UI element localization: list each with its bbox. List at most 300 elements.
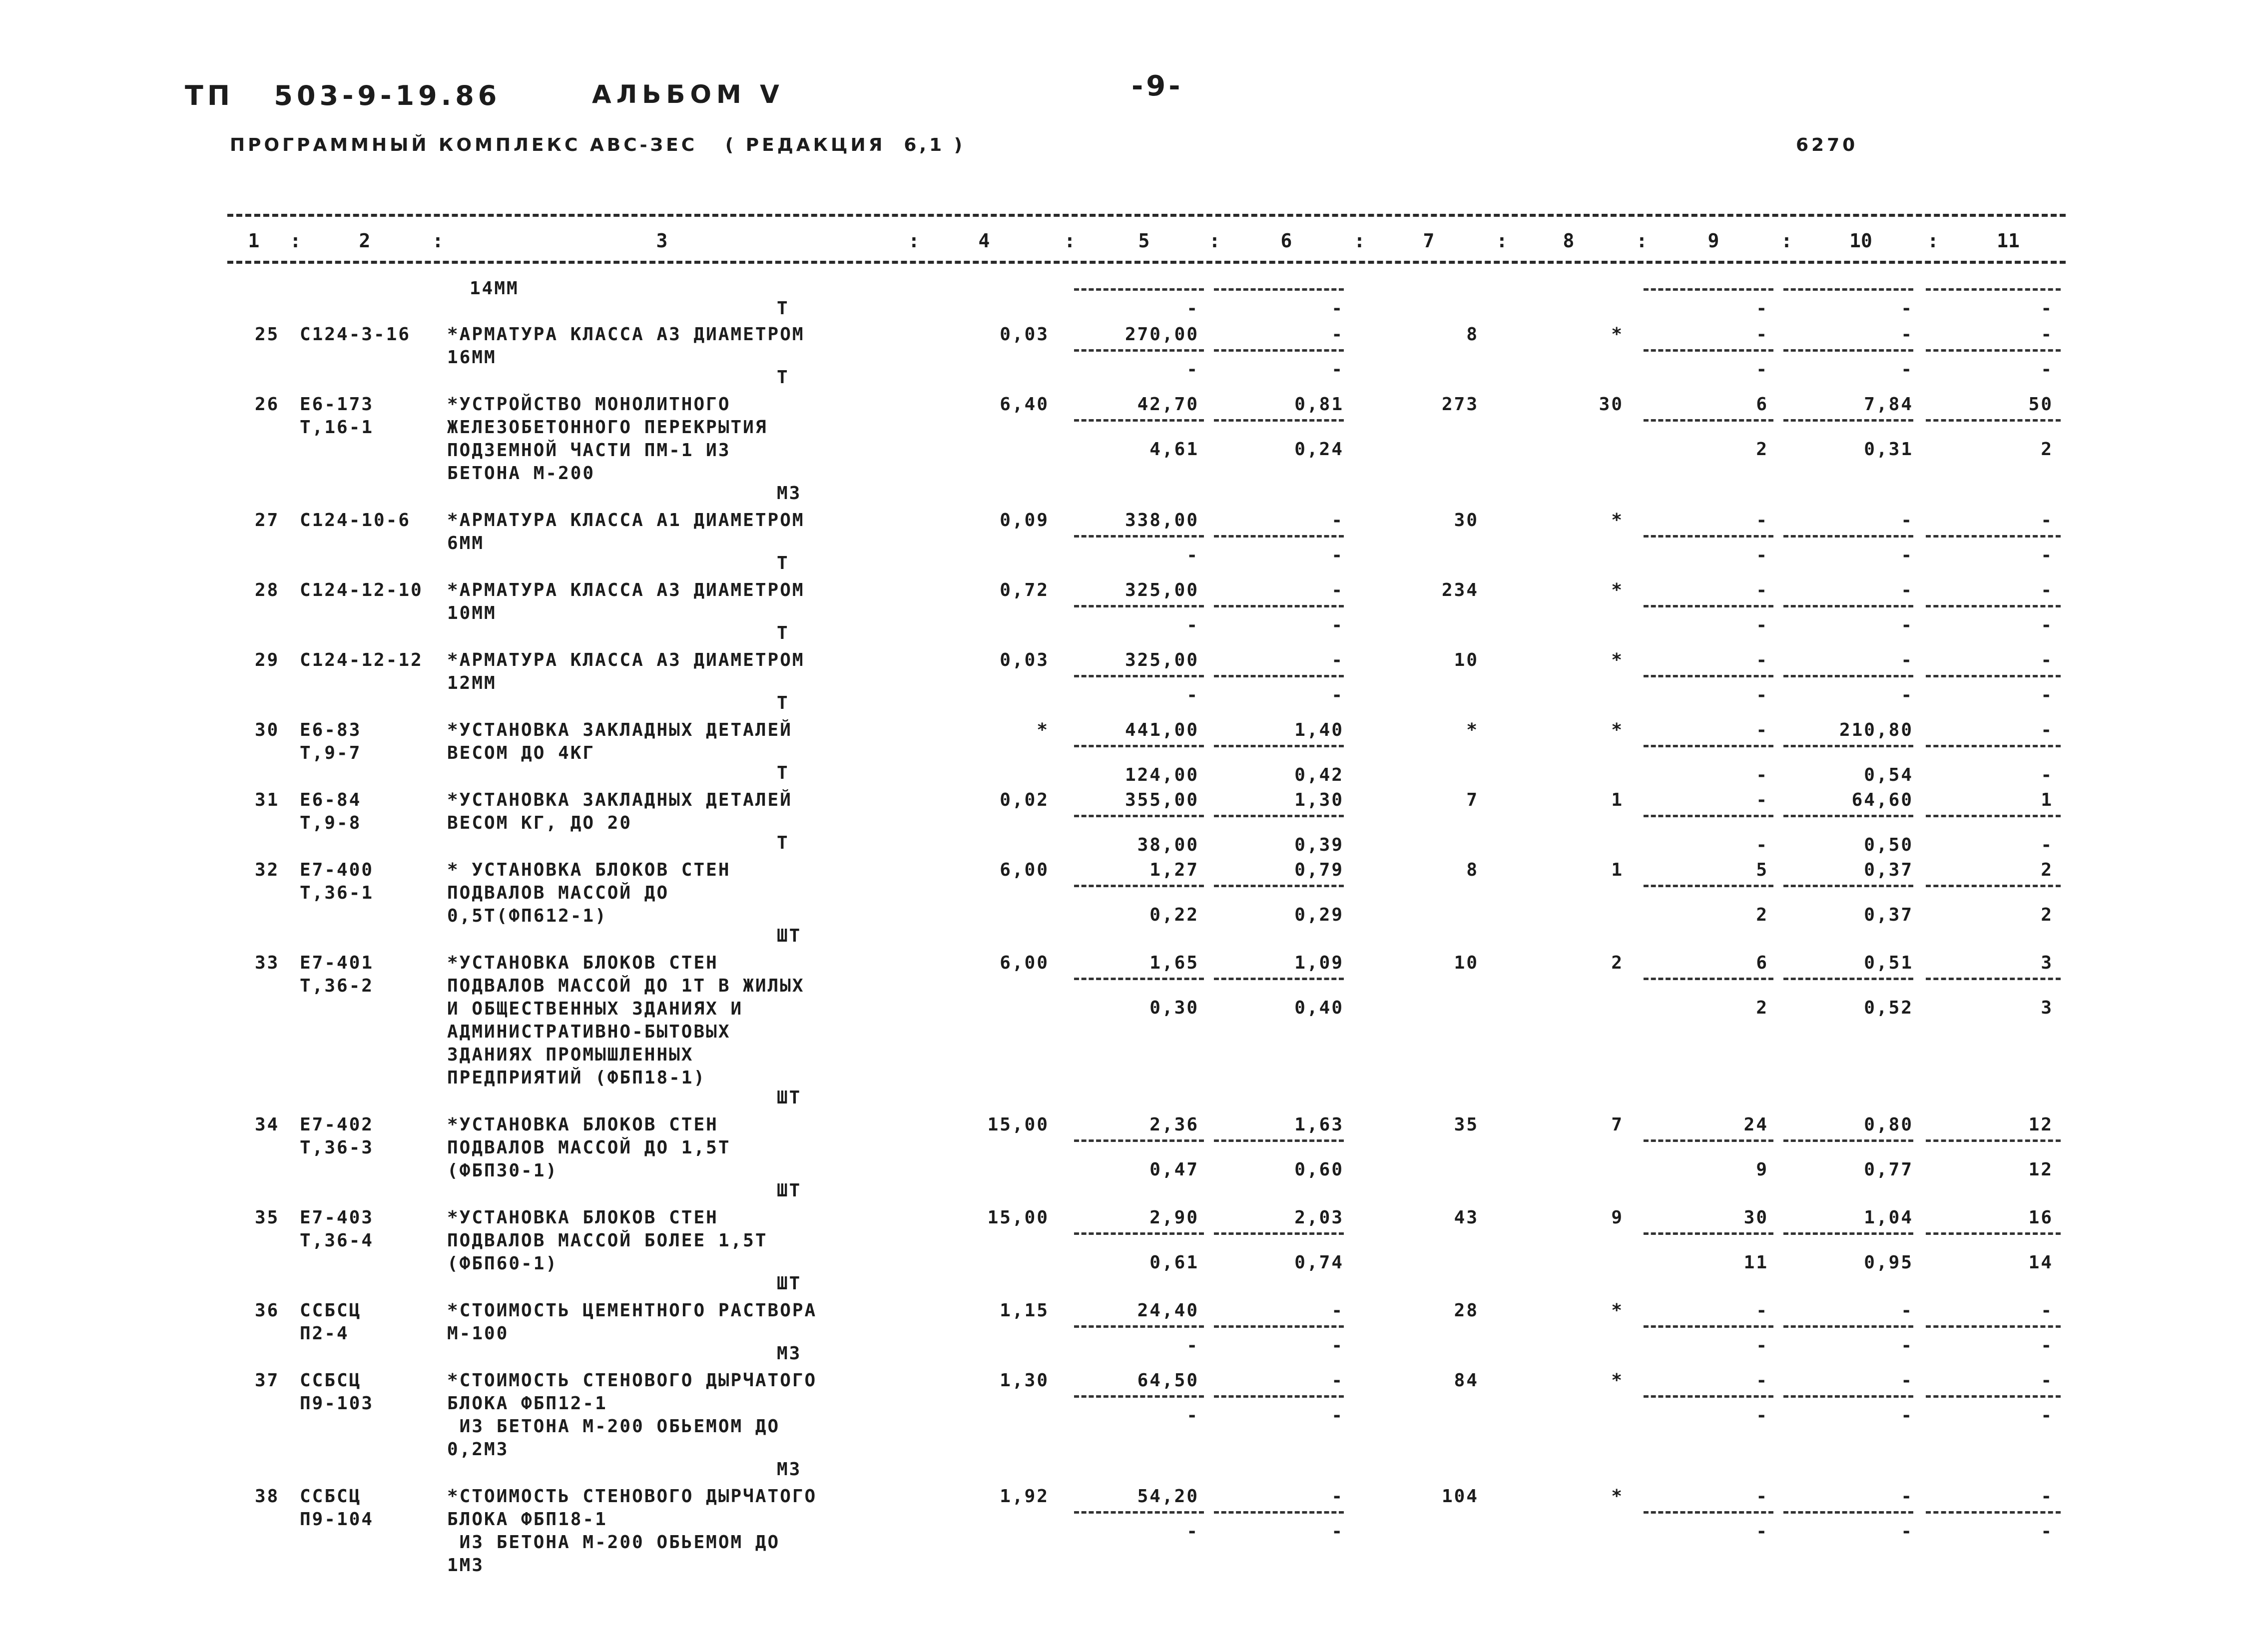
cell-c5-upper: 42,70 xyxy=(1137,394,1199,415)
cell-c5-upper: 24,40 xyxy=(1137,1300,1199,1321)
cell-c6-lower: - xyxy=(1331,1335,1344,1356)
cell-c8-upper: * xyxy=(1611,324,1624,345)
cell-divider xyxy=(1926,675,2061,677)
row-name-line: *АРМАТУРА КЛАССА АЗ ДИАМЕТРОМ xyxy=(447,650,805,670)
row-name-line: 0,2МЗ xyxy=(447,1439,509,1460)
row-name-line: И ОБЩЕСТВЕННЫХ ЗДАНИЯХ И xyxy=(447,999,743,1019)
cell-c6-upper: 1,63 xyxy=(1294,1114,1344,1135)
cell-divider xyxy=(1214,675,1344,677)
cell-divider xyxy=(1074,1325,1204,1328)
cell-c11-lower: 2 xyxy=(2041,439,2053,460)
cell-divider xyxy=(1926,349,2061,352)
cell-divider xyxy=(1926,885,2061,887)
row-name-line: ПОДЗЕМНОЙ ЧАСТИ ПМ-1 ИЗ xyxy=(447,440,731,461)
cell-c11-lower: - xyxy=(2041,685,2053,705)
cell-divider xyxy=(1644,1325,1773,1328)
cell-divider xyxy=(1783,1395,1913,1398)
cell-divider xyxy=(1644,815,1773,817)
cell-c9-lower: 11 xyxy=(1743,1252,1768,1273)
cell-c6-lower: 0,40 xyxy=(1294,998,1344,1018)
row-code: Е6-84 xyxy=(300,790,362,810)
cell-c9-lower: - xyxy=(1756,1405,1768,1426)
cell-c5-upper: 441,00 xyxy=(1124,720,1199,740)
cell-c10-lower: 0,95 xyxy=(1864,1252,1913,1273)
cell-c8-upper: * xyxy=(1611,580,1624,600)
cell-c4-upper: 6,40 xyxy=(1000,394,1049,415)
row-name-line: (ФБП30-1) xyxy=(447,1160,559,1181)
cell-c6-upper: 1,09 xyxy=(1294,953,1344,973)
cell-divider xyxy=(1644,288,1773,291)
cell-c8-upper: 1 xyxy=(1611,790,1624,810)
row-name-line: *УСТАНОВКА ЗАКЛАДНЫХ ДЕТАЛЕЙ xyxy=(447,720,792,740)
cell-c9-upper: 24 xyxy=(1743,1114,1768,1135)
cell-c10-lower: - xyxy=(1901,685,1913,705)
row-name-line: ПРЕДПРИЯТИЙ (ФБП18-1) xyxy=(447,1068,706,1088)
cell-divider xyxy=(1074,288,1204,291)
cell-divider xyxy=(1926,535,2061,538)
row-number: 35 xyxy=(255,1207,280,1228)
cell-divider xyxy=(1926,1325,2061,1328)
row-name-line: *СТОИМОСТЬ ЦЕМЕНТНОГО РАСТВОРА xyxy=(447,1300,817,1321)
col-separator: : xyxy=(1496,230,1508,252)
cell-divider xyxy=(1926,1232,2061,1235)
cell-c5-upper: 1,65 xyxy=(1149,953,1199,973)
cell-c9-upper: - xyxy=(1756,720,1768,740)
cell-c5-lower: 38,00 xyxy=(1137,835,1199,855)
row-unit: Т xyxy=(777,553,789,573)
cell-c6-lower: - xyxy=(1331,359,1344,380)
cell-c9-upper: - xyxy=(1756,1370,1768,1391)
row-code: Т,36-3 xyxy=(300,1137,374,1158)
cell-c6-upper: 1,30 xyxy=(1294,790,1344,810)
row-number: 32 xyxy=(255,860,280,880)
cell-c10-upper: - xyxy=(1901,1370,1913,1391)
cell-c7-upper: 35 xyxy=(1454,1114,1479,1135)
cell-c7-upper: 8 xyxy=(1466,324,1479,345)
cell-c6-lower: - xyxy=(1331,545,1344,565)
cell-c11-upper: 2 xyxy=(2041,860,2053,880)
cell-c7-upper: 43 xyxy=(1454,1207,1479,1228)
cell-c8-upper: 30 xyxy=(1599,394,1624,415)
col-separator: : xyxy=(290,230,301,252)
row-number: 38 xyxy=(255,1486,280,1507)
cell-c11-upper: - xyxy=(2041,1486,2053,1507)
cell-c11-upper: 3 xyxy=(2041,953,2053,973)
col-separator: : xyxy=(1781,230,1792,252)
cell-c10-upper: 0,37 xyxy=(1864,860,1913,880)
cell-c11-upper: - xyxy=(2041,324,2053,345)
row-name-line: *АРМАТУРА КЛАССА АЗ ДИАМЕТРОМ xyxy=(447,580,805,600)
cell-c7-upper: 28 xyxy=(1454,1300,1479,1321)
row-code: П9-103 xyxy=(300,1393,374,1414)
cell-c6-upper: 2,03 xyxy=(1294,1207,1344,1228)
cell-c10-lower: - xyxy=(1901,615,1913,635)
row-name-line: ПОДВАЛОВ МАССОЙ ДО 1Т В ЖИЛЫХ xyxy=(447,976,805,996)
cell-divider xyxy=(1074,675,1204,677)
cell-c4-upper: 1,30 xyxy=(1000,1370,1049,1391)
cell-c7-upper: 10 xyxy=(1454,953,1479,973)
cell-divider xyxy=(1644,535,1773,538)
cell-divider xyxy=(1783,885,1913,887)
cell-c10-upper: 64,60 xyxy=(1851,790,1913,810)
cell-divider xyxy=(1926,815,2061,817)
row-number: 26 xyxy=(255,394,280,415)
cell-c8-upper: * xyxy=(1611,1370,1624,1391)
cell-c4-upper: 15,00 xyxy=(987,1114,1049,1135)
cell-c11-upper: 16 xyxy=(2028,1207,2053,1228)
row-name-line: (ФБП60-1) xyxy=(447,1253,559,1274)
cell-divider xyxy=(1214,288,1344,291)
cell-c8-upper: 2 xyxy=(1611,953,1624,973)
row-unit: ШТ xyxy=(777,1273,802,1294)
cell-divider xyxy=(1783,349,1913,352)
cell-c6-upper: - xyxy=(1331,1300,1344,1321)
cell-c8-upper: * xyxy=(1611,1486,1624,1507)
cell-divider xyxy=(1214,605,1344,607)
cell-c11-upper: - xyxy=(2041,1370,2053,1391)
col-separator: : xyxy=(1636,230,1648,252)
col-header-4: 4 xyxy=(978,230,990,252)
row-name-line: ПОДВАЛОВ МАССОЙ БОЛЕЕ 1,5Т xyxy=(447,1230,768,1251)
row-name-line: *АРМАТУРА КЛАССА АЗ ДИАМЕТРОМ xyxy=(447,324,805,345)
row-number: 25 xyxy=(255,324,280,345)
row-unit: МЗ xyxy=(777,1343,802,1364)
col-header-6: 6 xyxy=(1280,230,1292,252)
col-separator: : xyxy=(1209,230,1220,252)
carry-c9-lower: - xyxy=(1756,298,1768,319)
cell-c10-lower: 0,37 xyxy=(1864,905,1913,925)
cell-c4-upper: 0,03 xyxy=(1000,324,1049,345)
cell-c9-lower: 2 xyxy=(1756,439,1768,460)
cell-c9-lower: 9 xyxy=(1756,1159,1768,1180)
cell-divider xyxy=(1783,419,1913,422)
cell-divider xyxy=(1214,1139,1344,1142)
cell-c11-upper: - xyxy=(2041,580,2053,600)
carry-unit: Т xyxy=(777,298,789,319)
cell-c8-upper: * xyxy=(1611,510,1624,531)
program-title: ПРОГРАММНЫЙ КОМПЛЕКС АВС-ЗЕС ( РЕДАКЦИЯ 6,1 ) xyxy=(230,135,966,155)
cell-c5-upper: 325,00 xyxy=(1124,650,1199,670)
cell-c7-upper: 8 xyxy=(1466,860,1479,880)
cell-c5-upper: 2,90 xyxy=(1149,1207,1199,1228)
col-header-1: 1 xyxy=(248,230,260,252)
cell-c11-upper: - xyxy=(2041,1300,2053,1321)
row-name-line: БЛОКА ФБП12-1 xyxy=(447,1393,607,1414)
cell-c5-upper: 54,20 xyxy=(1137,1486,1199,1507)
cell-c8-upper: 7 xyxy=(1611,1114,1624,1135)
cell-c4-upper: 0,09 xyxy=(1000,510,1049,531)
row-name-line: 10ММ xyxy=(447,603,497,623)
row-code: Е7-402 xyxy=(300,1114,374,1135)
table-top-rule xyxy=(227,214,2066,217)
cell-c8-upper: 1 xyxy=(1611,860,1624,880)
cell-c6-lower: 0,74 xyxy=(1294,1252,1344,1273)
cell-divider xyxy=(1214,419,1344,422)
cell-c4-upper: 1,92 xyxy=(1000,1486,1049,1507)
cell-c10-upper: - xyxy=(1901,510,1913,531)
row-name-line: 0,5Т(ФП612-1) xyxy=(447,906,607,926)
cell-divider xyxy=(1644,1139,1773,1142)
cell-c10-lower: 0,31 xyxy=(1864,439,1913,460)
carry-c6-lower: - xyxy=(1331,298,1344,319)
cell-divider xyxy=(1644,675,1773,677)
page-number: -9- xyxy=(1131,70,1183,102)
cell-c10-lower: 0,52 xyxy=(1864,998,1913,1018)
col-header-2: 2 xyxy=(359,230,371,252)
cell-c6-upper: - xyxy=(1331,580,1344,600)
cell-c6-lower: - xyxy=(1331,685,1344,705)
cell-c9-upper: 30 xyxy=(1743,1207,1768,1228)
cell-c10-lower: 0,77 xyxy=(1864,1159,1913,1180)
row-number: 29 xyxy=(255,650,280,670)
cell-c8-upper: * xyxy=(1611,650,1624,670)
cell-divider xyxy=(1926,1511,2061,1514)
cell-c7-upper: 10 xyxy=(1454,650,1479,670)
col-separator: : xyxy=(908,230,920,252)
cell-c11-lower: 14 xyxy=(2028,1252,2053,1273)
row-number: 34 xyxy=(255,1114,280,1135)
row-name-line: ЗДАНИЯХ ПРОМЫШЛЕННЫХ xyxy=(447,1045,694,1065)
row-number: 36 xyxy=(255,1300,280,1321)
cell-divider xyxy=(1783,535,1913,538)
row-unit: ШТ xyxy=(777,1180,802,1201)
row-code: Т,16-1 xyxy=(300,417,374,438)
row-number: 31 xyxy=(255,790,280,810)
row-name-line: 6ММ xyxy=(447,533,485,553)
cell-c11-lower: - xyxy=(2041,1335,2053,1356)
cell-c6-upper: - xyxy=(1331,1370,1344,1391)
row-name-line: ПОДВАЛОВ МАССОЙ ДО 1,5Т xyxy=(447,1137,731,1158)
cell-c9-lower: - xyxy=(1756,359,1768,380)
cell-c10-lower: - xyxy=(1901,1405,1913,1426)
cell-c7-upper: * xyxy=(1466,720,1479,740)
cell-c9-upper: 6 xyxy=(1756,953,1768,973)
cell-divider xyxy=(1644,605,1773,607)
row-name-line: 16ММ xyxy=(447,347,497,368)
cell-divider xyxy=(1783,815,1913,817)
cell-c6-upper: 1,40 xyxy=(1294,720,1344,740)
row-unit: Т xyxy=(777,833,789,853)
cell-c9-upper: 5 xyxy=(1756,860,1768,880)
sheet-code: 6270 xyxy=(1796,135,1858,155)
cell-c10-upper: 1,04 xyxy=(1864,1207,1913,1228)
carry-c11-lower: - xyxy=(2041,298,2053,319)
cell-c9-upper: - xyxy=(1756,580,1768,600)
cell-c5-lower: 4,61 xyxy=(1149,439,1199,460)
row-name-line: ВЕСОМ КГ, ДО 20 xyxy=(447,813,632,833)
cell-divider xyxy=(1074,1395,1204,1398)
cell-c5-lower: - xyxy=(1186,685,1199,705)
row-name-line: ЖЕЛЕЗОБЕТОННОГО ПЕРЕКРЫТИЯ xyxy=(447,417,768,438)
cell-c10-upper: - xyxy=(1901,650,1913,670)
cell-divider xyxy=(1783,978,1913,980)
col-header-7: 7 xyxy=(1423,230,1435,252)
row-name-line: ПОДВАЛОВ МАССОЙ ДО xyxy=(447,883,669,903)
cell-c5-lower: - xyxy=(1186,615,1199,635)
cell-divider xyxy=(1926,419,2061,422)
cell-divider xyxy=(1644,885,1773,887)
cell-c4-upper: 6,00 xyxy=(1000,953,1049,973)
cell-divider xyxy=(1074,605,1204,607)
col-header-3: 3 xyxy=(656,230,668,252)
cell-c4-upper: * xyxy=(1037,720,1049,740)
cell-divider xyxy=(1926,288,2061,291)
table-header-rule xyxy=(227,261,2066,264)
cell-c6-upper: 0,79 xyxy=(1294,860,1344,880)
row-code: Е6-83 xyxy=(300,720,362,740)
cell-divider xyxy=(1074,885,1204,887)
cell-c10-upper: - xyxy=(1901,580,1913,600)
cell-divider xyxy=(1214,535,1344,538)
cell-divider xyxy=(1644,1232,1773,1235)
cell-divider xyxy=(1783,1511,1913,1514)
row-name-line: ВЕСОМ ДО 4КГ xyxy=(447,743,595,763)
row-name-line: ИЗ БЕТОНА М-200 ОБЬЕМОМ ДО xyxy=(447,1416,780,1437)
cell-c9-lower: - xyxy=(1756,1521,1768,1542)
cell-divider xyxy=(1926,1139,2061,1142)
cell-divider xyxy=(1074,745,1204,747)
cell-c5-lower: 124,00 xyxy=(1124,765,1199,785)
cell-divider xyxy=(1644,978,1773,980)
cell-divider xyxy=(1644,1395,1773,1398)
cell-c11-lower: - xyxy=(2041,545,2053,565)
row-name-line: БЕТОНА М-200 xyxy=(447,463,595,484)
row-code: Е7-401 xyxy=(300,953,374,973)
carry-c10-lower: - xyxy=(1901,298,1913,319)
row-code: Т,9-8 xyxy=(300,813,362,833)
cell-c11-upper: 12 xyxy=(2028,1114,2053,1135)
cell-c10-lower: - xyxy=(1901,359,1913,380)
row-code: Т,36-2 xyxy=(300,976,374,996)
cell-divider xyxy=(1214,1325,1344,1328)
cell-c9-lower: 2 xyxy=(1756,905,1768,925)
col-separator: : xyxy=(1354,230,1365,252)
cell-c4-upper: 0,03 xyxy=(1000,650,1049,670)
cell-c5-upper: 1,27 xyxy=(1149,860,1199,880)
cell-divider xyxy=(1074,815,1204,817)
cell-c7-upper: 234 xyxy=(1441,580,1479,600)
row-code: Т,9-7 xyxy=(300,743,362,763)
row-unit: Т xyxy=(777,693,789,713)
cell-c11-upper: 1 xyxy=(2041,790,2053,810)
cell-c9-lower: 2 xyxy=(1756,998,1768,1018)
row-name-line: *АРМАТУРА КЛАССА А1 ДИАМЕТРОМ xyxy=(447,510,805,531)
cell-c11-lower: - xyxy=(2041,359,2053,380)
row-name-line: БЛОКА ФБП18-1 xyxy=(447,1509,607,1530)
row-number: 27 xyxy=(255,510,280,531)
cell-c4-upper: 0,02 xyxy=(1000,790,1049,810)
cell-c6-lower: - xyxy=(1331,615,1344,635)
cell-c6-lower: 0,24 xyxy=(1294,439,1344,460)
cell-c9-upper: - xyxy=(1756,324,1768,345)
cell-divider xyxy=(1926,605,2061,607)
cell-c6-lower: 0,42 xyxy=(1294,765,1344,785)
cell-c4-upper: 1,15 xyxy=(1000,1300,1049,1321)
row-unit: Т xyxy=(777,623,789,643)
cell-c10-lower: 0,50 xyxy=(1864,835,1913,855)
cell-c9-upper: - xyxy=(1756,650,1768,670)
cell-c5-lower: 0,22 xyxy=(1149,905,1199,925)
row-name-line: *УСТРОЙСТВО МОНОЛИТНОГО xyxy=(447,394,731,415)
cell-c5-lower: 0,47 xyxy=(1149,1159,1199,1180)
col-header-9: 9 xyxy=(1707,230,1719,252)
row-name-line: М-100 xyxy=(447,1323,509,1344)
cell-divider xyxy=(1074,419,1204,422)
cell-c9-upper: - xyxy=(1756,790,1768,810)
carry-c5-lower: - xyxy=(1186,298,1199,319)
cell-c5-lower: 0,61 xyxy=(1149,1252,1199,1273)
cell-c11-upper: - xyxy=(2041,720,2053,740)
row-unit: Т xyxy=(777,763,789,783)
cell-c5-lower: - xyxy=(1186,359,1199,380)
cell-divider xyxy=(1644,1511,1773,1514)
cell-divider xyxy=(1214,1232,1344,1235)
cell-c8-upper: * xyxy=(1611,1300,1624,1321)
cell-c9-lower: - xyxy=(1756,835,1768,855)
cell-divider xyxy=(1074,535,1204,538)
cell-c6-lower: - xyxy=(1331,1405,1344,1426)
cell-divider xyxy=(1783,1325,1913,1328)
row-code: ССБСЦ xyxy=(300,1486,362,1507)
cell-c7-upper: 84 xyxy=(1454,1370,1479,1391)
row-unit: МЗ xyxy=(777,1459,802,1480)
cell-c7-upper: 30 xyxy=(1454,510,1479,531)
cell-c10-upper: 7,84 xyxy=(1864,394,1913,415)
cell-c11-upper: - xyxy=(2041,510,2053,531)
row-name-line: 1МЗ xyxy=(447,1555,485,1576)
row-code: П2-4 xyxy=(300,1323,349,1344)
row-name-line: *УСТАНОВКА БЛОКОВ СТЕН xyxy=(447,1207,718,1228)
document-series: ТП 503-9-19.86 xyxy=(185,80,501,111)
cell-c10-upper: - xyxy=(1901,324,1913,345)
cell-c11-lower: - xyxy=(2041,835,2053,855)
cell-c9-lower: - xyxy=(1756,545,1768,565)
cell-divider xyxy=(1074,1232,1204,1235)
cell-c5-lower: 0,30 xyxy=(1149,998,1199,1018)
cell-c11-lower: - xyxy=(2041,765,2053,785)
cell-c6-lower: 0,29 xyxy=(1294,905,1344,925)
cell-c8-upper: * xyxy=(1611,720,1624,740)
row-code: Т,36-4 xyxy=(300,1230,374,1251)
cell-c8-upper: 9 xyxy=(1611,1207,1624,1228)
cell-c11-lower: 2 xyxy=(2041,905,2053,925)
cell-c5-upper: 355,00 xyxy=(1124,790,1199,810)
cell-c5-upper: 338,00 xyxy=(1124,510,1199,531)
album-label: АЛЬБОМ V xyxy=(592,80,784,109)
cell-c5-upper: 2,36 xyxy=(1149,1114,1199,1135)
cell-divider xyxy=(1644,745,1773,747)
col-header-8: 8 xyxy=(1563,230,1575,252)
cell-c9-lower: - xyxy=(1756,1335,1768,1356)
cell-c10-upper: 0,80 xyxy=(1864,1114,1913,1135)
cell-c9-upper: - xyxy=(1756,1486,1768,1507)
cell-divider xyxy=(1783,675,1913,677)
row-number: 28 xyxy=(255,580,280,600)
cell-c4-upper: 15,00 xyxy=(987,1207,1049,1228)
row-code: С124-12-12 xyxy=(300,650,423,670)
cell-c11-lower: 3 xyxy=(2041,998,2053,1018)
cell-divider xyxy=(1074,1139,1204,1142)
cell-c10-upper: - xyxy=(1901,1486,1913,1507)
cell-divider xyxy=(1926,978,2061,980)
col-separator: : xyxy=(432,230,444,252)
cell-c6-lower: - xyxy=(1331,1521,1344,1542)
cell-divider xyxy=(1214,745,1344,747)
cell-divider xyxy=(1783,1232,1913,1235)
col-header-11: 11 xyxy=(1997,230,2020,252)
cell-c10-upper: - xyxy=(1901,1300,1913,1321)
row-name-line: *УСТАНОВКА ЗАКЛАДНЫХ ДЕТАЛЕЙ xyxy=(447,790,792,810)
